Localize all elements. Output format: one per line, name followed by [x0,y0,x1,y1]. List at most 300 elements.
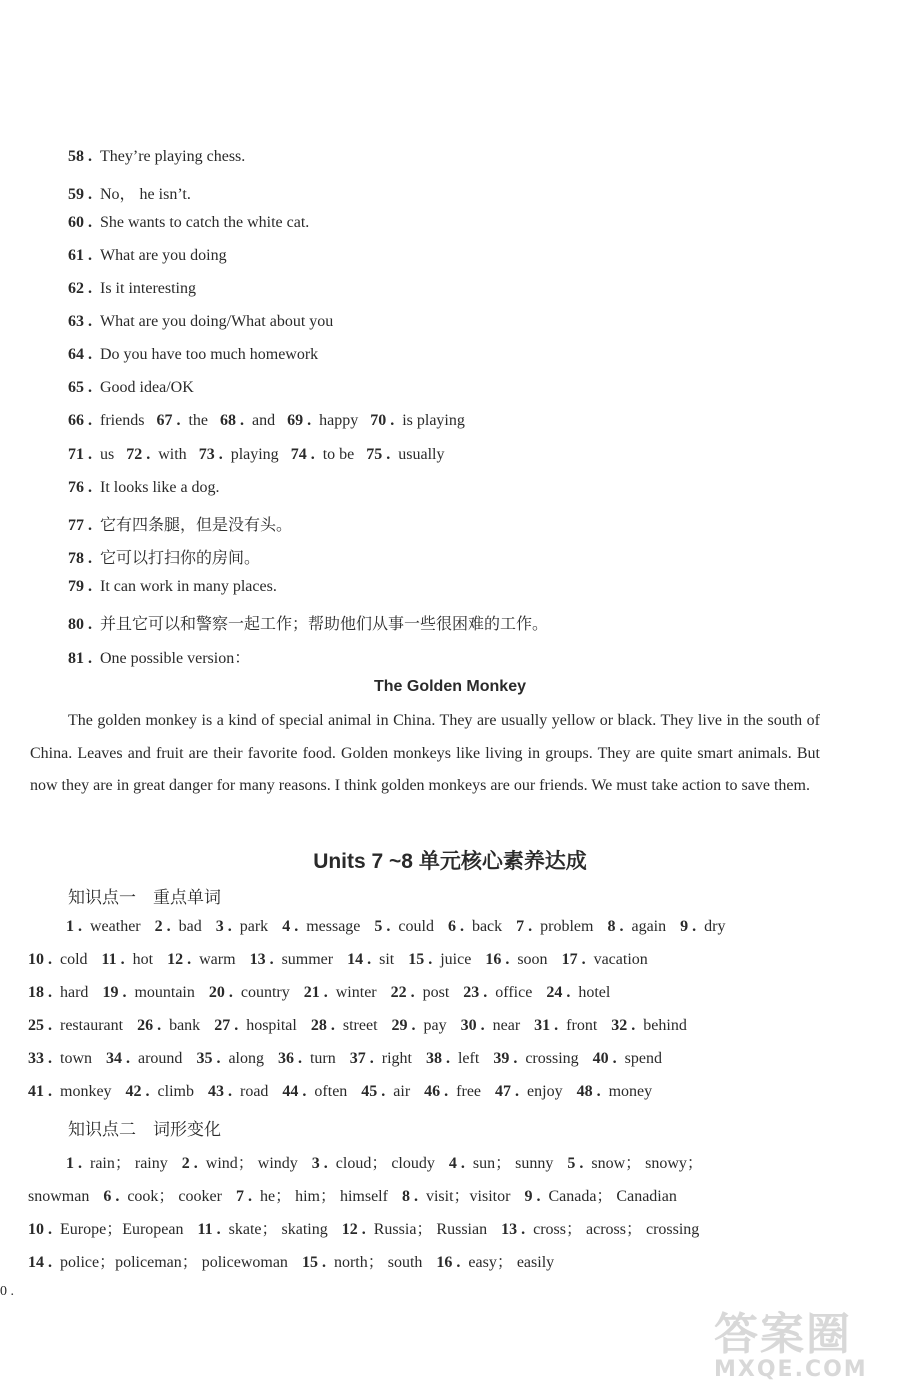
item-text: What are you doing/What about you [100,313,334,330]
word-item [448,918,502,936]
word-row [28,1017,818,1035]
item-number: 26 [137,1017,154,1034]
number-dot: . [528,918,537,935]
item-text: cook； cooker [127,1188,222,1205]
number-dot: . [88,578,96,595]
number-dot: . [330,1017,339,1034]
item-number: 40 [592,1050,609,1067]
number-dot: . [307,412,316,429]
number-dot: . [390,412,399,429]
item-text: left [457,1050,480,1067]
number-dot: . [579,1155,588,1172]
answer-item [220,412,275,429]
item-number: 7 [516,918,525,935]
watermark [706,1298,886,1384]
word-item [607,918,666,936]
word-item [312,1150,435,1173]
essay-body: The golden monkey is a kind of special animal in China. They are usually yellow or black. They live in the south of China. Leaves and fruit are their favorite food. Golden monkeys like living in groups. They are quite smart animals. But now they are in great danger for many reasons. I think golden monkeys are our friends. We must take action to save them. [30,712,820,794]
answer-line [68,280,196,298]
item-text: message [306,918,361,935]
item-text: Good idea/OK [100,379,194,396]
number-dot: . [227,918,236,935]
number-dot: . [88,412,96,429]
item-text: hot [132,951,154,968]
item-number: 45 [361,1083,378,1100]
item-text: bad [178,918,202,935]
number-dot: . [88,379,96,396]
number-dot: . [187,951,196,968]
number-dot: . [48,1083,56,1100]
answers-71-75 [68,446,456,464]
item-text: mountain [134,984,195,1001]
word-item [209,984,290,1002]
number-dot: . [48,951,56,968]
number-dot: . [566,984,575,1001]
item-text: enjoy [527,1083,563,1100]
item-number: 78 [68,550,84,567]
item-number: 1 [66,918,74,935]
item-number: 43 [207,1083,224,1100]
word-row [28,984,818,1002]
item-number: 10 [28,1221,44,1238]
unit-title: Units 7 ~8 单元核心素养达成 [313,850,587,873]
item-number: 66 [68,412,84,429]
item-number: 9 [680,918,689,935]
item-text: friends [100,412,145,429]
number-dot: . [88,550,96,567]
number-dot: . [297,1050,306,1067]
number-dot: . [48,1017,56,1034]
number-dot: . [88,517,96,534]
word-item [28,1017,123,1035]
number-dot: . [367,951,376,968]
number-dot: . [227,1083,236,1100]
word-item [126,1083,194,1101]
answer-line [68,247,227,265]
item-number: 33 [28,1050,44,1067]
item-number: 3 [311,1155,320,1172]
answer-line [68,313,333,331]
item-number: 44 [282,1083,299,1100]
item-text: bank [169,1017,201,1034]
word-item [402,1183,510,1206]
item-number: 59 [68,186,84,203]
watermark-logo: 答案圈 [714,1309,852,1360]
item-number: 71 [68,446,84,463]
word-item [534,1017,597,1035]
word-item [250,951,334,969]
number-dot: . [321,1254,330,1271]
word-item [28,984,88,1002]
word-item [278,1050,336,1068]
word-item [28,951,88,969]
number-dot: . [239,412,248,429]
item-number: 69 [287,412,304,429]
item-text: restaurant [60,1017,124,1034]
item-number: 17 [561,951,578,968]
item-text: visit；visitor [425,1188,511,1205]
item-number: 16 [485,951,502,968]
answer-line [68,214,309,232]
item-text: dry [704,918,726,935]
word-item [408,951,471,969]
number-dot: . [536,1188,545,1205]
item-text: hotel [578,984,611,1001]
item-number: 7 [235,1188,244,1205]
item-number: 22 [390,984,407,1001]
answer-item [126,446,186,463]
number-dot: . [234,1017,243,1034]
number-dot: . [505,951,514,968]
number-dot: . [48,1221,56,1238]
item-number: 3 [215,918,224,935]
word-item [28,1083,112,1101]
answer-item [366,446,444,463]
item-number: 70 [370,412,387,429]
item-number: 48 [576,1083,593,1100]
word-item [426,1050,479,1068]
item-text: snow； snowy； [591,1155,703,1172]
section2-heading: 知识点二 词形变化 [68,1120,221,1140]
item-text: soon [517,951,548,968]
word-item [461,1017,521,1035]
item-number: 6 [103,1188,112,1205]
word-item [524,1183,676,1206]
number-dot: . [88,346,96,363]
number-dot: . [88,280,96,297]
word-item [347,951,394,969]
answer-line [68,148,245,166]
word-item [214,1017,297,1035]
item-text: weather [90,918,141,935]
item-number: 62 [68,280,84,297]
item-text: road [239,1083,269,1100]
number-dot: . [48,984,56,1001]
item-number: 31 [534,1017,551,1034]
number-dot: . [216,1050,225,1067]
word-item [102,984,194,1002]
answer-line [68,578,277,596]
item-number: 2 [181,1155,190,1172]
number-dot: . [460,1155,469,1172]
item-text: front [566,1017,598,1034]
word-item [593,1050,662,1068]
word-item [374,918,434,936]
item-number: 72 [126,446,143,463]
number-dot: . [78,1155,86,1172]
answer-line [68,479,220,497]
item-number: 8 [401,1188,410,1205]
item-text: along [228,1050,264,1067]
item-text: winter [335,984,377,1001]
answer-item [156,412,208,429]
item-number: 39 [493,1050,510,1067]
item-number: 4 [448,1155,457,1172]
number-dot: . [228,984,237,1001]
word-item [182,1150,298,1173]
item-text: It can work in many places. [100,578,277,595]
item-number: 27 [214,1017,231,1034]
item-text: pay [423,1017,447,1034]
number-dot: . [692,918,701,935]
item-number: 2 [154,918,163,935]
number-dot: . [521,1221,530,1238]
item-number: 74 [290,446,307,463]
item-number: 32 [611,1017,628,1034]
item-text: the [188,412,208,429]
word-row [28,1249,818,1272]
item-text: spend [624,1050,662,1067]
item-number: 14 [28,1254,44,1271]
word-item [577,1083,653,1101]
word-item [155,918,202,936]
word-item [392,1017,447,1035]
item-text: problem [540,918,594,935]
item-text: office [495,984,533,1001]
item-text: around [138,1050,183,1067]
item-text: sit [379,951,395,968]
item-number: 38 [425,1050,442,1067]
number-dot: . [48,1254,56,1271]
number-dot: . [480,1017,489,1034]
item-text: rain； rainy [90,1155,168,1172]
item-text: police；policeman； policewoman [60,1254,288,1271]
item-number: 13 [249,951,266,968]
word-item [449,1150,553,1173]
number-dot: . [269,951,278,968]
word-item [463,984,532,1002]
word-item [424,1083,481,1101]
number-dot: . [88,214,96,231]
number-dot: . [310,446,319,463]
number-dot: . [193,1155,202,1172]
item-number: 80 [68,616,84,633]
item-number: 29 [391,1017,408,1034]
item-number: 79 [68,578,84,595]
word-row [28,951,818,969]
item-number: 4 [282,918,291,935]
page-number-mark: 0 . [0,1284,14,1299]
number-dot: . [445,1050,454,1067]
item-number: 36 [277,1050,294,1067]
item-text: could [398,918,434,935]
answer-item [291,446,355,463]
number-dot: . [631,1017,640,1034]
item-number: 65 [68,379,84,396]
number-dot: . [176,412,185,429]
item-number: 8 [607,918,616,935]
item-number: 1 [66,1155,74,1172]
item-number: 12 [341,1221,358,1238]
item-text: Is it interesting [100,280,196,297]
word-row [66,1150,856,1173]
item-number: 73 [198,446,215,463]
watermark-site: MXQE.COM [714,1357,868,1382]
word-item [567,1150,703,1173]
number-dot: . [581,951,590,968]
answer-line [68,545,260,568]
item-text: Russia； Russian [373,1221,488,1238]
item-number: 63 [68,313,84,330]
word-item [495,1083,563,1101]
number-dot: . [456,1254,465,1271]
item-number: 13 [501,1221,518,1238]
item-text: playing [230,446,279,463]
item-text: cloud； cloudy [335,1155,435,1172]
item-number: 5 [374,918,383,935]
item-number: 67 [156,412,173,429]
item-number: 47 [495,1083,512,1100]
number-dot: . [515,1083,524,1100]
item-number: 20 [208,984,225,1001]
word-item [361,1083,410,1101]
item-number: 24 [546,984,563,1001]
item-text: behind [643,1017,687,1034]
item-number: 30 [460,1017,477,1034]
item-text: monkey [60,1083,112,1100]
item-text: and [251,412,276,429]
number-dot: . [386,918,395,935]
number-dot: . [323,984,332,1001]
item-text: to be [322,446,355,463]
number-dot: . [554,1017,563,1034]
item-number: 16 [436,1254,453,1271]
item-number: 9 [524,1188,533,1205]
item-number: 58 [68,148,84,165]
word-item [66,1150,168,1173]
word-item [680,918,725,936]
item-text: usually [398,446,445,463]
item-number: 81 [68,650,84,667]
item-number: 15 [408,951,425,968]
word-item [304,984,377,1002]
item-text: post [422,984,450,1001]
item-number: 64 [68,346,84,363]
item-text: What are you doing [100,247,227,264]
number-dot: . [294,918,303,935]
number-dot: . [596,1083,605,1100]
number-dot: . [88,479,96,496]
item-number: 15 [301,1254,318,1271]
item-number: 11 [197,1221,213,1238]
item-text: town [60,1050,92,1067]
word-item [167,951,235,969]
item-text: he； him； himself [259,1188,388,1205]
number-dot: . [619,918,628,935]
item-number: 23 [463,984,480,1001]
word-row [28,1183,818,1206]
item-number: 18 [28,984,44,1001]
number-dot: . [115,1188,124,1205]
number-dot: . [247,1188,256,1205]
word-row [66,918,856,936]
number-dot: . [459,918,468,935]
answer-item [68,446,114,463]
answer-item [199,446,279,463]
item-number: 35 [196,1050,213,1067]
number-dot: . [381,1083,390,1100]
number-dot: . [411,1017,420,1034]
item-number: 68 [219,412,236,429]
word-item [350,1050,412,1068]
item-text: vacation [593,951,648,968]
number-dot: . [483,984,492,1001]
number-dot: . [444,1083,453,1100]
item-text: hard [60,984,89,1001]
number-dot: . [88,446,96,463]
number-dot: . [48,1050,56,1067]
item-number: 46 [424,1083,441,1100]
word-item [216,918,268,936]
word-item [282,918,360,936]
word-item [311,1017,378,1035]
item-number: 10 [28,951,44,968]
word-item [66,918,141,936]
item-text: summer [281,951,334,968]
number-dot: . [361,1221,370,1238]
number-dot: . [386,446,395,463]
item-text: is playing [402,412,465,429]
number-dot: . [88,186,96,203]
item-text: country [240,984,290,1001]
item-text: 它可以打扫你的房间。 [100,550,261,567]
item-text: skate； skating [228,1221,328,1238]
number-dot: . [513,1050,522,1067]
number-dot: . [88,148,96,165]
number-dot: . [302,1083,311,1100]
item-text: It looks like a dog. [100,479,220,496]
item-text: cold [60,951,88,968]
item-text: park [239,918,269,935]
item-number: 61 [68,247,84,264]
answer-line [68,379,194,397]
item-text: money [608,1083,653,1100]
word-item [342,1216,487,1239]
word-item [106,1050,182,1068]
word-item [493,1050,578,1068]
answer-item [287,412,358,429]
item-number: 37 [349,1050,366,1067]
word-item [196,1050,264,1068]
number-dot: . [216,1221,225,1238]
item-text: hospital [246,1017,297,1034]
item-number: 12 [167,951,184,968]
item-text: 并且它可以和警察一起工作；帮助他们从事一些很困难的工作。 [100,616,549,633]
item-number: 41 [28,1083,44,1100]
number-dot: . [146,446,155,463]
answer-line [68,611,548,634]
word-item [28,1216,184,1239]
word-item [546,984,610,1002]
item-text: crossing [525,1050,579,1067]
item-text: Do you have too much homework [100,346,319,363]
number-dot: . [410,984,419,1001]
item-text: free [456,1083,482,1100]
number-dot: . [88,616,96,633]
item-text: One possible version： [100,650,251,667]
item-text: juice [440,951,472,968]
word-item [516,918,593,936]
item-text: turn [309,1050,336,1067]
item-text: Europe；European [60,1221,184,1238]
item-text: air [393,1083,411,1100]
number-dot: . [88,313,96,330]
number-dot: . [428,951,437,968]
word-item [436,1249,554,1272]
essay-title: The Golden Monkey [373,678,526,695]
number-dot: . [612,1050,621,1067]
answer-line [68,645,250,668]
